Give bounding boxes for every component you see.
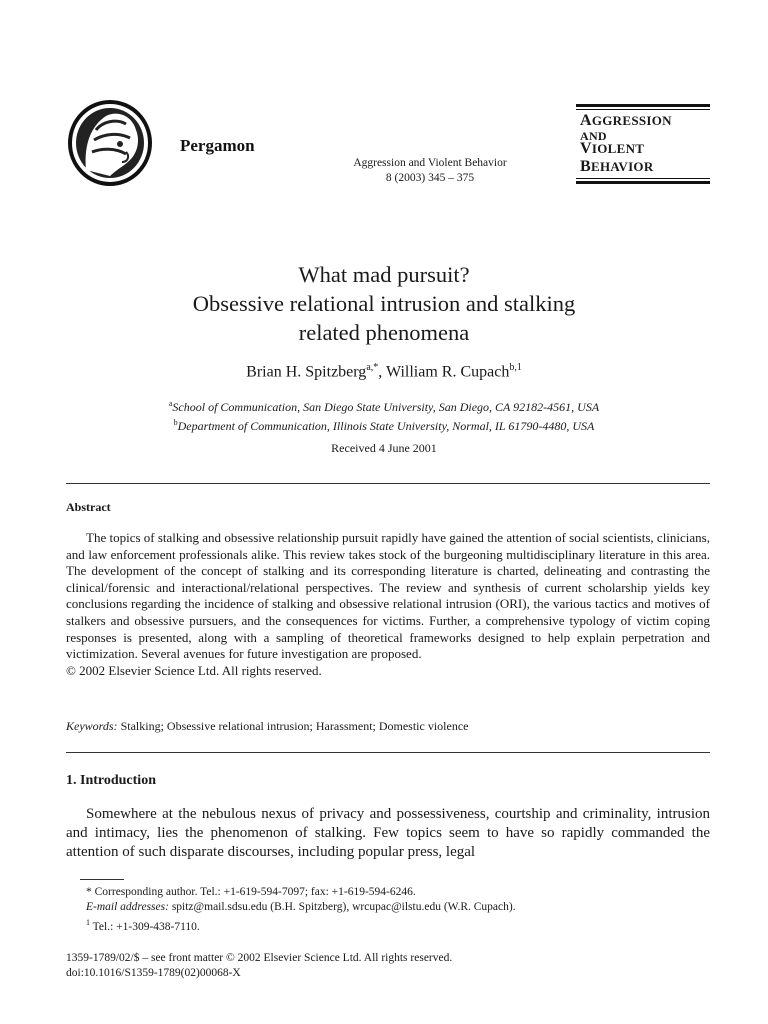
publisher-logo <box>66 100 168 186</box>
journal-box-line3: VIOLENT <box>580 140 645 157</box>
keywords <box>66 719 710 734</box>
author-affiliation-mark: a,* <box>366 362 379 373</box>
affiliation: $^b$Department of Communication, Illinois State University, Normal, IL 61790-4480, USA <box>173 418 595 433</box>
journal-box-line2: AND <box>580 129 607 143</box>
issn-doi <box>66 951 710 980</box>
section-body: Somewhere at the nebulous nexus of privacy and possessiveness, courtship and criminality, intrusion and intimacy, lies the phenomenon of stalking. Few topics seem to have so rapidly commanded the attention of such disparate discourses, including popular press, legal <box>66 806 710 860</box>
footnote-rule <box>80 879 124 880</box>
box-rule-top <box>576 104 710 107</box>
keywords-list: Stalking; Obsessive relational intrusion; Harassment; Domestic violence <box>120 719 469 733</box>
section-heading: 1. Introduction <box>66 773 156 788</box>
affiliations <box>60 396 708 434</box>
author-separator: , <box>378 363 386 381</box>
received-date: Received 4 June 2001 <box>331 441 437 455</box>
author-name: Brian H. Spitzberg <box>246 363 367 381</box>
author-list <box>60 362 708 381</box>
journal-name: Aggression and Violent Behavior <box>353 157 507 169</box>
footnote-corresponding: * Corresponding author. Tel.: +1-619-594-7097; fax: +1-619-594-6246. <box>86 886 416 898</box>
journal-reference <box>300 156 560 186</box>
abstract-text: The topics of stalking and obsessive relationship pursuit rapidly have gained the attention of social scientists, clinicians, and law enforcement professionals alike. This review takes stock of the burgeoning multidisciplinary literature in this area. The development of the concept of stalking and its corresponding literature is charted, delineating and contrasting the clinical/forensic and interactional/relational perspectives. The review and synthesis of current scholarship yields key conclusions regarding the incidence of stalking and obsessive relational intrusion (ORI), the various tactics and motives of stalkers and obsessive pursuers, and the consequences for victims. Further, a comprehensive typology of victim coping responses is presented, along with a sampling of theoretical frameworks designed to help explain perpetration and victimization. Several avenues for future investigation are proposed. <box>66 530 710 662</box>
footnote-emails: E-mail addresses: spitz@mail.sdsu.edu (B.H. Spitzberg), wrcupac@ilstu.edu (W.R. Cupach). <box>86 901 516 913</box>
title-line: Obsessive relational intrusion and stalking <box>192 291 576 316</box>
journal-box-line4: BEHAVIOR <box>580 158 654 175</box>
doi-line: doi:10.1016/S1359-1789(02)00068-X <box>66 966 241 979</box>
title-line: What mad pursuit? <box>298 262 470 287</box>
publisher-name: Pergamon <box>180 136 255 155</box>
journal-title-box <box>576 104 710 186</box>
article-title <box>60 260 708 347</box>
title-line: related phenomena <box>298 320 470 345</box>
footnote-1: $^1$ Tel.: +1-309-438-7110. <box>86 918 200 933</box>
divider <box>66 752 710 753</box>
author-name: William R. Cupach <box>385 363 510 381</box>
box-rule-bottom-thin <box>576 178 710 179</box>
journal-volume-pages: 8 (2003) 345 – 375 <box>385 172 475 184</box>
abstract-body <box>66 530 710 679</box>
abstract-heading: Abstract <box>66 500 111 514</box>
footnotes <box>86 885 706 935</box>
box-rule-top-thin <box>576 109 710 110</box>
author-affiliation-mark: b,1 <box>509 362 522 373</box>
abstract-copyright: © 2002 Elsevier Science Ltd. All rights reserved. <box>66 662 322 678</box>
box-rule-bottom <box>576 181 710 184</box>
keywords-label: Keywords: <box>66 719 118 733</box>
issn-line: 1359-1789/02/$ – see front matter © 2002 Elsevier Science Ltd. All rights reserved. <box>66 952 453 964</box>
journal-box-line1: AGGRESSION <box>580 112 672 129</box>
divider <box>66 483 710 484</box>
affiliation: $^a$School of Communication, San Diego State University, San Diego, CA 92182-4561, USA <box>168 399 600 414</box>
